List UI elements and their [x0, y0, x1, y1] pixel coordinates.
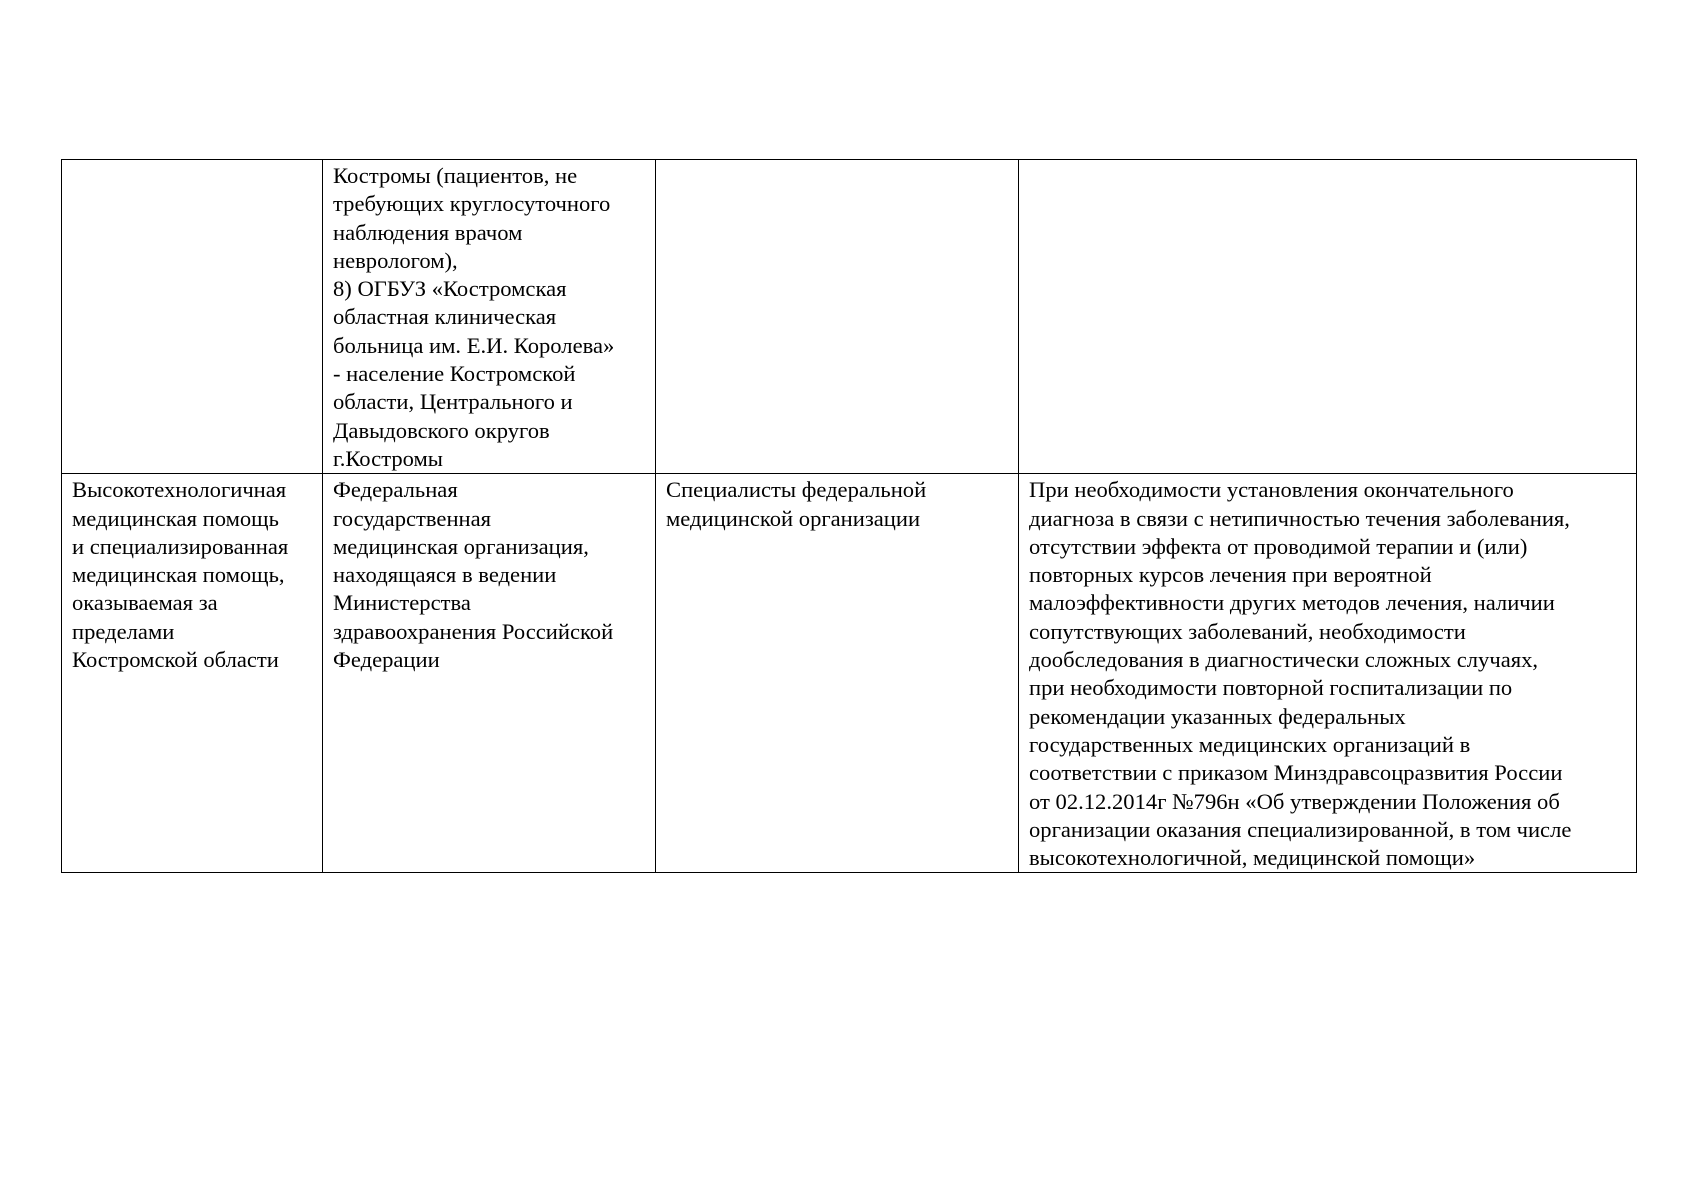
cell-text-line: государственных медицинских организаций в	[1029, 731, 1471, 757]
cell-text-line: Костромской области	[72, 647, 279, 673]
cell-text-line: неврологом),	[333, 247, 458, 273]
cell-text-line: Федеральная	[333, 477, 458, 503]
table-row	[62, 160, 1637, 474]
cell-text-line: повторных курсов лечения при вероятной	[1029, 562, 1432, 588]
cell-text-line: области, Центрального и	[333, 389, 573, 415]
cell-text-line: государственная	[333, 505, 492, 531]
cell-text-line: при необходимости повторной госпитализации по	[1029, 675, 1513, 701]
cell-text-line: организации оказания специализированной, в том числе	[1029, 816, 1572, 842]
document-table	[61, 159, 1637, 873]
cell-text-line: При необходимости установления окончательного	[1029, 477, 1514, 503]
cell-text-line: высокотехнологичной, медицинской помощи»	[1029, 845, 1476, 871]
cell-text-line: областная клиническая	[333, 304, 557, 330]
cell-text-line: пределами	[72, 618, 175, 644]
table-cell	[323, 160, 656, 474]
cell-text-line: медицинская помощь,	[72, 562, 285, 588]
cell-text-line: сопутствующих заболеваний, необходимости	[1029, 618, 1466, 644]
cell-text-line: 8) ОГБУЗ «Костромская	[333, 276, 567, 302]
cell-text-line: оказываемая за	[72, 590, 218, 616]
table-cell	[656, 474, 1019, 873]
cell-text-line: Федерации	[333, 647, 440, 673]
cell-text-line: - население Костромской	[333, 361, 576, 387]
cell-text-line: наблюдения врачом	[333, 219, 523, 245]
cell-text-line: медицинская помощь	[72, 505, 279, 531]
table-cell	[323, 474, 656, 873]
cell-text-line: медицинская организация,	[333, 533, 589, 559]
cell-text-line: требующих круглосуточного	[333, 191, 611, 217]
cell-text-line: рекомендации указанных федеральных	[1029, 703, 1406, 729]
cell-text-line: Специалисты федеральной	[666, 477, 927, 503]
cell-text-line: малоэффективности других методов лечения, наличии	[1029, 590, 1555, 616]
cell-text-line: дообследования в диагностически сложных случаях,	[1029, 647, 1539, 673]
table-row	[62, 474, 1637, 873]
cell-text-line: г.Костромы	[333, 445, 443, 471]
cell-text-line: медицинской организации	[666, 505, 921, 531]
table-cell	[62, 160, 323, 474]
cell-text-line: Давыдовского округов	[333, 417, 550, 443]
cell-text-line: Министерства	[333, 590, 471, 616]
cell-text-line: от 02.12.2014г №796н «Об утверждении Положения об	[1029, 788, 1560, 814]
cell-text-line: и специализированная	[72, 533, 289, 559]
cell-text-line: Костромы (пациентов, не	[333, 163, 578, 188]
cell-text-line: находящаяся в ведении	[333, 562, 557, 588]
cell-text-line: отсутствии эффекта от проводимой терапии и (или)	[1029, 533, 1528, 559]
cell-text-line: здравоохранения Российской	[333, 618, 614, 644]
cell-text-line: больница им. Е.И. Королева»	[333, 332, 615, 358]
table-cell	[656, 160, 1019, 474]
cell-text-line: диагноза в связи с нетипичностью течения заболевания,	[1029, 505, 1570, 531]
cell-text-line: соответствии с приказом Минздравсоцразвития России	[1029, 760, 1563, 786]
cell-text-line: Высокотехнологичная	[72, 477, 287, 503]
table-cell	[62, 474, 323, 873]
table-cell	[1019, 160, 1637, 474]
table-cell	[1019, 474, 1637, 873]
